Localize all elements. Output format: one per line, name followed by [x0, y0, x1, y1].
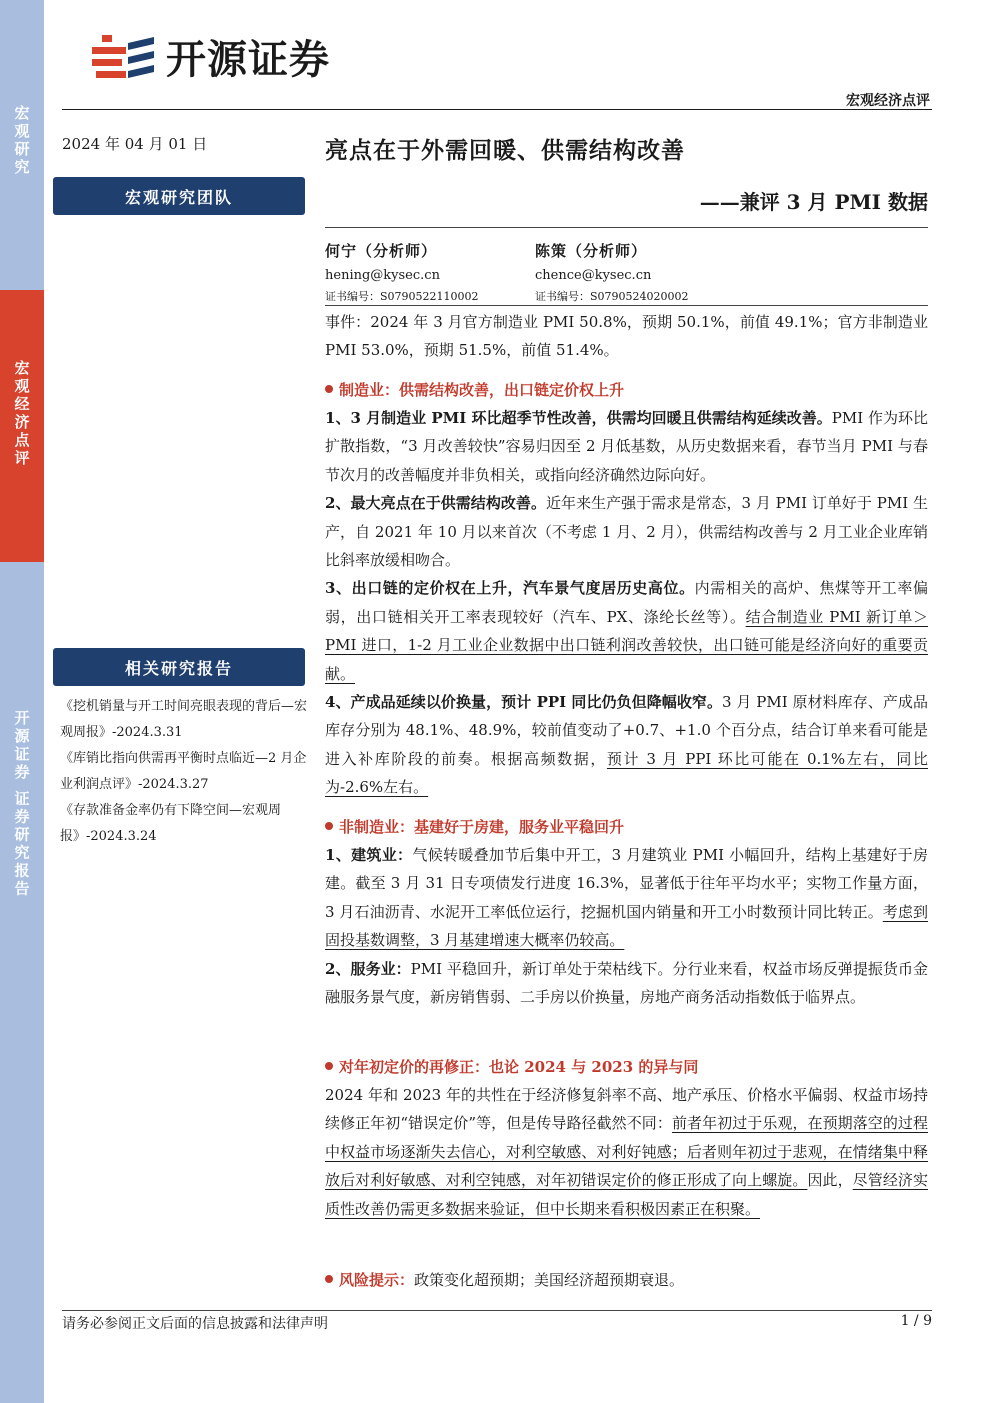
side-label-macro-research: 宏观研究: [0, 0, 44, 290]
paragraph: 2、最大亮点在于供需结构改善。近年来生产强于需求是常态，3 月 PMI 订单好于 PMI 生产，自 2021 年 10 月以来首次（不考虑 1 月、2 月），供需结构改善与 2 月工业企业库销比斜率放缓相吻合。: [325, 494, 928, 570]
risk-paragraph: 风险提示：政策变化超预期；美国经济超预期衰退。: [325, 1266, 928, 1294]
related-reports-label: 相关研究报告: [53, 648, 305, 686]
report-subtitle: ——兼评 3 月 PMI 数据: [699, 190, 928, 214]
brand-name: 开源证券: [166, 37, 330, 83]
paragraph: 1、建筑业：气候转暖叠加节后集中开工，3 月建筑业 PMI 小幅回升，结构上基建好于房建。截至 3 月 31 日专项债发行进度 16.3%，显著低于往年平均水平；实物工作量方面，3 月石油沥青、水泥开工率低位运行，挖掘机国内销量和开工小时数预计同比转正。考虑到固投基数调整，3 月基建增速大概率仍较高。: [325, 846, 928, 950]
section-heading: 非制造业：基建好于房建，服务业平稳回升: [325, 813, 928, 841]
bullet-icon: [325, 1275, 333, 1283]
report-date: 2024 年 04 月 01 日: [62, 135, 208, 153]
event-summary: [325, 308, 928, 365]
author-name: 陈策（分析师）: [535, 242, 648, 260]
event-text: 事件：2024 年 3 月官方制造业 PMI 50.8%，预期 50.1%，前值 49.1%；官方非制造业 PMI 53.0%，预期 51.5%，前值 51.4%。: [325, 313, 928, 360]
author-cert: 证书编号：S0790522110002: [325, 290, 479, 303]
page-number: 1 / 9: [900, 1313, 932, 1329]
team-label: 宏观研究团队: [53, 177, 305, 215]
related-report-item[interactable]: 《挖机销量与开工时间亮眼表现的背后—宏观周报》-2024.3.31: [60, 699, 308, 740]
paragraph: 1、3 月制造业 PMI 环比超季节性改善，供需均回暖且供需结构延续改善。PMI 作为环比扩散指数，“3 月改善较快”容易归因至 2 月低基数，从历史数据来看，春节当月 PMI 与春节次月的改善幅度并非负相关，或指向经济确然边际向好。: [325, 409, 928, 484]
author-email[interactable]: hening@kysec.cn: [325, 268, 440, 283]
paragraph: 2024 年和 2023 年的共性在于经济修复斜率不高、地产承压、价格水平偏弱、权益市场持续修正年初“错误定价”等，但是传导路径截然不同：前者年初过于乐观，在预期落空的过程中权益市场逐渐失去信心，对利空敏感、对利好钝感；后者则年初过于悲观，在情绪集中释放后对利好敏感、对利空钝感，对年初错误定价的修正形成了向上螺旋。因此，尽管经济实质性改善仍需更多数据来验证，但中长期来看积极因素正在积聚。: [325, 1086, 928, 1218]
related-report-item[interactable]: 《库销比指向供需再平衡时点临近—2 月企业利润点评》-2024.3.27: [60, 751, 307, 792]
side-label-kysec-report: 开源证券 证券研究报告: [0, 562, 44, 1403]
bullet-icon: [325, 822, 333, 830]
bullet-icon: [325, 385, 333, 393]
author-card: [535, 240, 735, 304]
related-reports-list: [60, 694, 310, 850]
section-manufacturing: [325, 376, 928, 802]
paragraph: 3、出口链的定价权在上升，汽车景气度居历史高位。内需相关的高炉、焦煤等开工率偏弱，出口链相关开工率表现较好（汽车、PX、涤纶长丝等）。结合制造业 PMI 新订单＞PMI 进口，1-2 月工业企业数据中出口链利润改善较快，出口链可能是经济向好的重要贡献。: [325, 579, 928, 683]
title-divider: [325, 227, 928, 228]
report-title: 亮点在于外需回暖、供需结构改善: [325, 137, 685, 164]
section-risk: [325, 1266, 928, 1294]
author-card: [325, 240, 525, 304]
section-non-manufacturing: [325, 813, 928, 1011]
paragraph: 2、服务业：PMI 平稳回升，新订单处于荣枯线下。分行业来看，权益市场反弹提振货币金融服务景气度，新房销售弱、二手房以价换量，房地产商务活动指数低于临界点。: [325, 959, 928, 1007]
bullet-icon: [325, 1062, 333, 1070]
author-divider: [325, 305, 928, 306]
footer-divider: [62, 1310, 932, 1311]
section-heading: 制造业：供需结构改善，出口链定价权上升: [325, 376, 928, 404]
author-cert: 证书编号：S0790524020002: [535, 290, 689, 303]
side-label-macro-review: 宏观经济点评: [0, 290, 44, 562]
author-name: 何宁（分析师）: [325, 242, 438, 260]
related-report-item[interactable]: 《存款准备金率仍有下降空间—宏观周报》-2024.3.24: [60, 803, 282, 844]
header-category: 宏观经济点评: [846, 93, 930, 109]
kysec-logo-icon: [88, 29, 158, 85]
paragraph: 4、产成品延续以价换量，预计 PPI 同比仍负但降幅收窄。3 月 PMI 原材料库存、产成品库存分别为 48.1%、48.9%，较前值变动了+0.7、+1.0 个百分点，结合订单来看可能是进入补库阶段的前奏。根据高频数据，预计 3 月 PPI 环比可能在 0.1%左右，同比为-2.6%左右。: [325, 693, 928, 797]
section-heading: 对年初定价的再修正：也论 2024 与 2023 的异与同: [325, 1053, 928, 1081]
author-email[interactable]: chence@kysec.cn: [535, 268, 652, 283]
header-divider: [62, 109, 932, 110]
section-pricing-revision: [325, 1053, 928, 1223]
footer-disclaimer: 请务必参阅正文后面的信息披露和法律声明: [62, 1316, 328, 1332]
brand-logo: [88, 28, 330, 85]
